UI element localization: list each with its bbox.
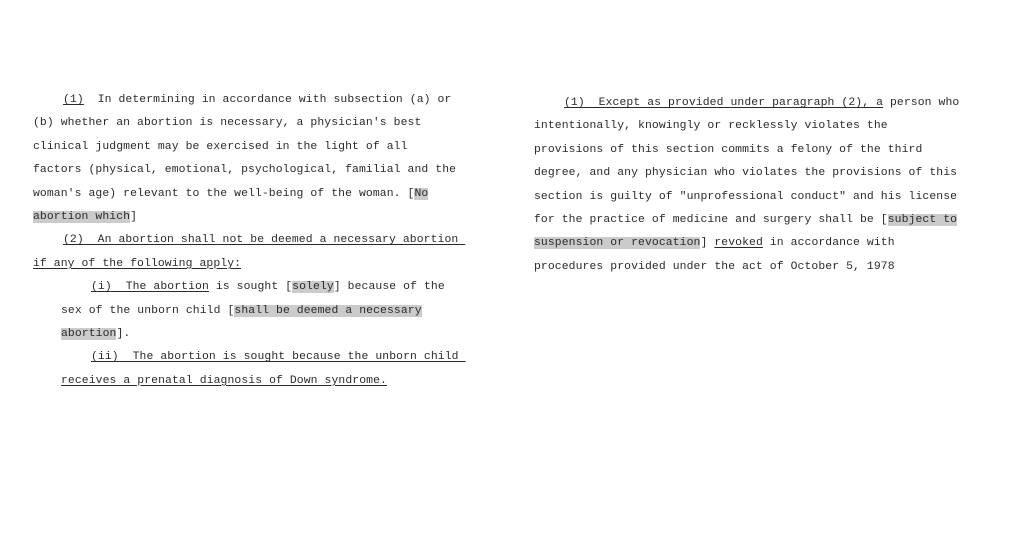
para-1-line-1 [33,89,503,112]
deleted-text: subject to [887,213,958,226]
inserted-text: (1) Except as provided under paragraph (2), a [564,97,884,109]
para-1-line-2: (b) whether an abortion is necessary, a physician's best [33,117,422,130]
para-1-line-3: clinical judgment may be exercised in the light of all [33,140,408,153]
clause-i-number: (i) [91,281,112,294]
right-line-7: suspension or revocation] revoked in accordance with [534,237,895,250]
left-column [33,89,503,393]
clause-ii-line-2: receives a prenatal diagnosis of Down syndrome. [61,374,387,387]
right-line-4: degree, and any physician who violates the provisions of this [534,167,958,180]
para-2-line-1: (2) An abortion shall not be deemed a necessary abortion [63,234,466,247]
deleted-text: abortion which [33,210,131,223]
deleted-text: suspension or revocation [534,237,701,250]
para-1-line-5: woman's age) relevant to the well-being of the woman. [No [33,187,429,200]
deleted-text: shall be deemed a necessary [234,304,422,317]
right-column [534,92,994,279]
inserted-text: revoked [714,237,763,250]
right-line-3: provisions of this section commits a felony of the third [534,143,923,156]
clause-i-line-1: (i) The abortion is sought [solely] because of the [91,281,445,294]
para-2-line-2: if any of the following apply: [33,257,242,270]
para-1-line-6: abortion which] [33,210,138,223]
para-1-line-4: factors (physical, emotional, psychological, familial and the [33,164,457,177]
para-1-text: In determining in accordance with subsection (a) or [97,94,452,106]
right-line-6: for the practice of medicine and surgery shall be [subject to [534,213,958,226]
right-line-8: procedures provided under the act of October 5, 1978 [534,260,895,273]
deleted-text: No [414,187,429,200]
right-line-1: (1) Except as provided under paragraph (2), a person who [564,97,960,109]
clause-i-line-3: abortion]. [61,327,131,340]
deleted-text: abortion [61,327,117,340]
clause-i-line-2: sex of the unborn child [shall be deemed a necessary [61,304,422,317]
para-1-number: (1) [63,94,84,106]
right-line-5: section is guilty of "unprofessional conduct" and his license [534,190,958,203]
right-line-2: intentionally, knowingly or recklessly violates the [534,120,888,133]
deleted-text: solely [292,281,334,294]
clause-ii-line-1: (ii) The abortion is sought because the unborn child [91,351,466,364]
